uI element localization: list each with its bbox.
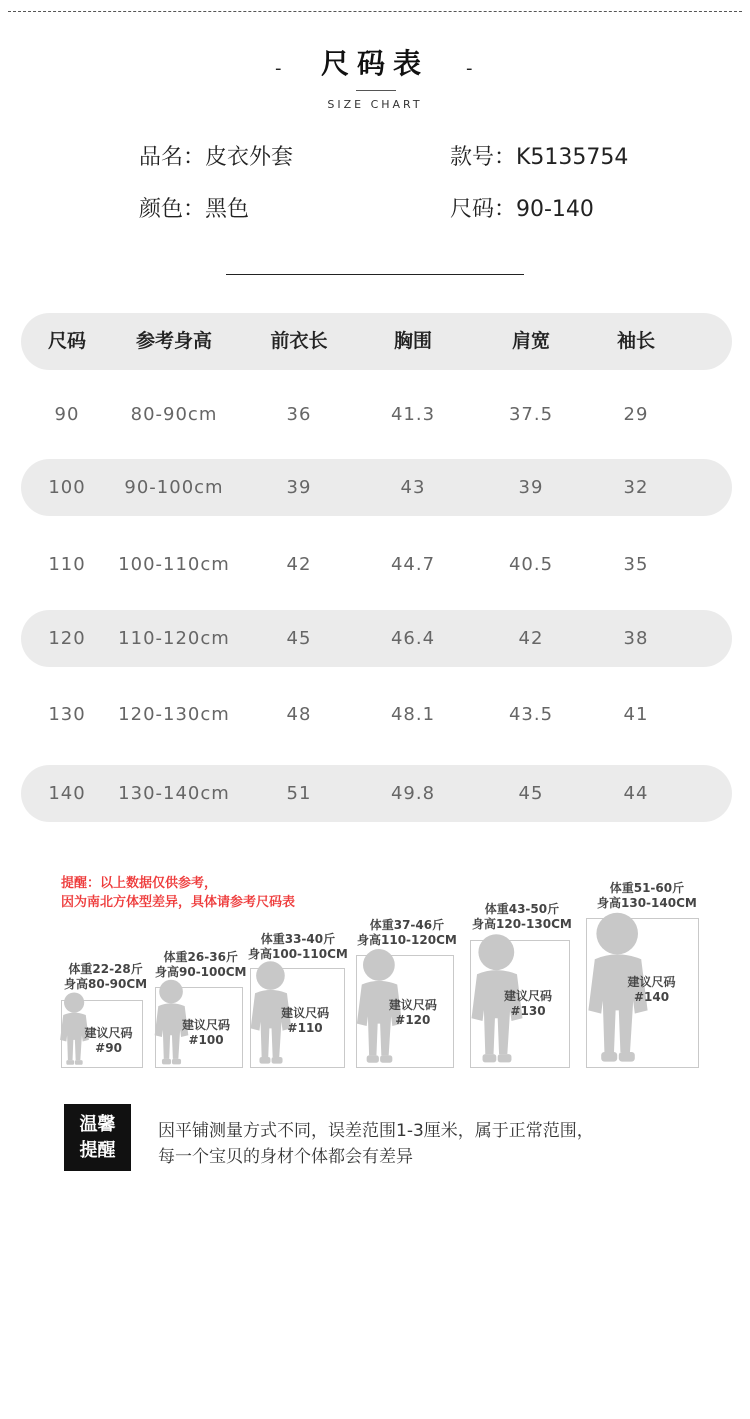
tip-text-line-1: 因平铺测量方式不同，误差范围1-3厘米，属于正常范围， xyxy=(158,1121,594,1141)
figure-weight: 体重43-50斤 xyxy=(484,902,560,916)
table-cell: 100 xyxy=(48,477,86,498)
info-separator xyxy=(226,274,524,275)
table-row xyxy=(21,686,732,743)
table-cell: 42 xyxy=(518,628,544,649)
table-cell: 100-110cm xyxy=(118,554,230,575)
figure-weight: 体重22-28斤 xyxy=(68,962,143,976)
table-cell: 46.4 xyxy=(390,628,436,649)
reminder-line-1: 提醒：以上数据仅供参考， xyxy=(61,876,218,891)
suggested-size-label: 建议尺码 xyxy=(503,988,553,1003)
suggested-size xyxy=(182,1018,230,1048)
tip-badge-line-1: 温馨 xyxy=(79,1114,116,1135)
table-cell: 130-140cm xyxy=(118,783,230,804)
table-header-cell: 前衣长 xyxy=(270,330,328,352)
size-range: 尺码：90-140 xyxy=(450,197,594,222)
title-right-dash: - xyxy=(466,58,473,79)
suggested-size-label: 建议尺码 xyxy=(627,975,676,989)
table-cell: 37.5 xyxy=(508,404,554,425)
table-cell: 43 xyxy=(400,477,426,498)
table-cell: 120-130cm xyxy=(118,704,230,725)
suggested-size-value: #90 xyxy=(95,1040,122,1055)
product-color: 颜色：黑色 xyxy=(139,197,250,222)
table-cell: 44.7 xyxy=(390,554,436,575)
suggested-size xyxy=(281,1006,329,1036)
table-row xyxy=(21,765,732,822)
suggested-size xyxy=(389,998,437,1028)
figure-label xyxy=(155,950,246,980)
style-number: 款号：K5135754 xyxy=(450,145,629,170)
table-row xyxy=(21,610,732,667)
tip-text-line-2: 每一个宝贝的身材个体都会有差异 xyxy=(158,1147,413,1167)
figure-label xyxy=(597,881,697,911)
table-cell: 110 xyxy=(48,554,86,575)
table-cell: 41.3 xyxy=(390,404,436,425)
table-cell: 38 xyxy=(623,628,649,649)
figure-label xyxy=(357,918,457,948)
table-cell: 44 xyxy=(623,783,649,804)
suggested-size xyxy=(85,1026,133,1056)
table-cell: 41 xyxy=(623,704,649,725)
figure-label xyxy=(472,902,572,932)
figure-height: 身高80-90CM xyxy=(64,977,148,991)
table-cell: 140 xyxy=(48,783,86,804)
table-cell: 110-120cm xyxy=(118,628,230,649)
suggested-size-value: #110 xyxy=(287,1021,323,1035)
page-title: 尺码表 xyxy=(320,47,429,80)
table-row xyxy=(21,536,732,593)
table-row xyxy=(21,386,732,443)
top-dashed-divider xyxy=(8,11,742,12)
product-name: 品名：皮衣外套 xyxy=(139,145,294,170)
table-cell: 120 xyxy=(48,628,86,649)
suggested-size-value: #120 xyxy=(395,1012,431,1027)
title-left-dash: - xyxy=(275,58,282,79)
table-cell: 48 xyxy=(286,704,312,725)
table-header-row xyxy=(21,313,732,370)
table-cell: 39 xyxy=(518,477,544,498)
table-cell: 42 xyxy=(286,554,312,575)
table-cell: 36 xyxy=(286,404,312,425)
suggested-size xyxy=(504,989,552,1019)
table-header-cell: 袖长 xyxy=(616,330,656,352)
table-cell: 130 xyxy=(48,704,86,725)
table-header-cell: 肩宽 xyxy=(511,330,551,352)
tip-badge xyxy=(64,1104,131,1171)
suggested-size-value: #100 xyxy=(188,1032,224,1047)
table-cell: 39 xyxy=(286,477,312,498)
reminder-line-2: 因为南北方体型差异，具体请参考尺码表 xyxy=(61,895,296,910)
figure-weight: 体重26-36斤 xyxy=(163,950,238,964)
table-cell: 80-90cm xyxy=(130,404,218,425)
figure-weight: 体重51-60斤 xyxy=(609,881,685,895)
tip-badge-line-2: 提醒 xyxy=(79,1140,116,1161)
table-cell: 90 xyxy=(54,404,80,425)
table-cell: 49.8 xyxy=(390,783,436,804)
figure-height: 身高110-120CM xyxy=(357,933,457,947)
suggested-size-label: 建议尺码 xyxy=(84,1025,133,1040)
figure-label xyxy=(64,962,147,992)
figure-height: 身高130-140CM xyxy=(597,896,697,910)
table-cell: 29 xyxy=(623,404,649,425)
suggested-size-label: 建议尺码 xyxy=(388,997,437,1012)
figure-weight: 体重33-40斤 xyxy=(260,932,336,946)
page-subtitle: SIZE CHART xyxy=(327,98,423,111)
figure-weight: 体重37-46斤 xyxy=(369,918,445,932)
suggested-size-label: 建议尺码 xyxy=(281,1006,330,1020)
table-cell: 90-100cm xyxy=(124,477,224,498)
table-cell: 32 xyxy=(623,477,649,498)
suggested-size-value: #130 xyxy=(510,1003,546,1018)
table-row xyxy=(21,459,732,516)
title-underline xyxy=(356,90,396,91)
table-cell: 51 xyxy=(286,783,312,804)
table-cell: 40.5 xyxy=(508,554,554,575)
table-cell: 45 xyxy=(518,783,544,804)
table-cell: 35 xyxy=(623,554,649,575)
table-header-cell: 尺码 xyxy=(47,330,87,352)
table-header-cell: 参考身高 xyxy=(135,330,213,352)
suggested-size xyxy=(628,975,676,1005)
suggested-size-value: #140 xyxy=(633,990,670,1004)
figure-height: 身高120-130CM xyxy=(472,917,572,931)
table-cell: 43.5 xyxy=(508,704,554,725)
table-cell: 48.1 xyxy=(390,704,436,725)
figure-height: 身高100-110CM xyxy=(248,947,348,961)
table-header-cell: 胸围 xyxy=(393,330,433,352)
table-cell: 45 xyxy=(286,628,312,649)
suggested-size-label: 建议尺码 xyxy=(182,1017,231,1032)
figure-height: 身高90-100CM xyxy=(155,965,247,979)
